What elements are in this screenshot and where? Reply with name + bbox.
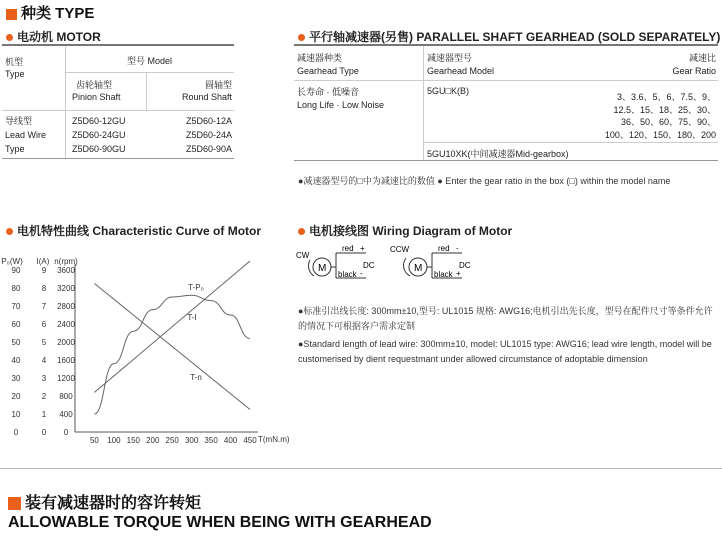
- curve-label-current: T-I: [187, 313, 197, 322]
- y-tick-current: 2: [41, 392, 47, 401]
- y-tick-speed: 3200: [57, 284, 75, 293]
- y-tick-speed: 2400: [57, 320, 75, 329]
- y-tick-power: 90: [11, 266, 21, 275]
- y-tick-current: 4: [41, 356, 47, 365]
- motor-table: [2, 44, 234, 159]
- series-line-current: [94, 261, 250, 392]
- table-cell: Z5D60-24A: [185, 130, 232, 140]
- x-tick-label: 150: [126, 436, 141, 445]
- gearhead-col-ratio: 减速比 Gear Ratio: [672, 53, 716, 76]
- y-tick-current: 9: [41, 266, 47, 275]
- x-tick-label: 100: [107, 436, 121, 445]
- y-tick-power: 20: [11, 392, 21, 401]
- x-axis-unit: T(mN.m): [258, 435, 290, 444]
- svg-text:black: black: [434, 270, 453, 279]
- gearhead-col-model: 减速器型号 Gearhead Model: [427, 53, 495, 76]
- svg-text:M: M: [318, 263, 327, 274]
- y-tick-speed: 2800: [57, 302, 75, 311]
- torque-title-en: ALLOWABLE TORQUE WHEN BEING WITH GEARHEAD: [8, 514, 432, 531]
- y-tick-current: 8: [41, 284, 47, 293]
- y-tick-speed: 2000: [57, 338, 75, 347]
- type-section-title: 种类 TYPE: [6, 2, 94, 23]
- y-header-current: I(A): [36, 257, 50, 266]
- curve-label-power: T-P₀: [188, 283, 204, 292]
- y-tick-speed: 1200: [57, 374, 75, 383]
- y-tick-power: 40: [11, 356, 21, 365]
- orange-square-icon: [8, 497, 21, 510]
- motor-row-label: 导线型 Lead Wire Type: [5, 116, 47, 154]
- torque-title-cn: 装有减速器时的容许转矩: [8, 490, 201, 513]
- y-tick-speed: 1600: [57, 356, 75, 365]
- y-header-speed: n(rpm): [54, 257, 78, 266]
- y-tick-power: 10: [11, 410, 21, 419]
- gearhead-note: ●减速器型号的□中为减速比的数值 ● Enter the gear ratio in the box (□) within the model name: [298, 176, 671, 186]
- table-cell: Z5D60-12A: [185, 116, 232, 126]
- gearhead-model: 5GU□K(B): [427, 86, 469, 96]
- y-tick-power: 80: [11, 284, 21, 293]
- series-line-power: [94, 295, 250, 414]
- motor-col-model: 型号 Model: [126, 56, 172, 66]
- gearhead-ratios: 3、3.6、5、6、7.5、9、 12.5、15、18、25、30、 36、50、60、75、90、 100、120、150、180、200: [604, 92, 716, 140]
- y-tick-current: 1: [41, 410, 47, 419]
- wiring-note-en: ●Standard length of lead wire: 300mm±10, model: UL1015 type: AWG16; lead wire length, model will be customerised by dient requestmant under allowed circumstance of adoptable dimension: [298, 339, 712, 364]
- svg-text:CCW: CCW: [390, 245, 410, 254]
- wiring-ccw-diagram: [388, 240, 488, 286]
- y-tick-power: 50: [11, 338, 21, 347]
- svg-text:+: +: [360, 244, 365, 253]
- x-tick-label: 450: [243, 436, 257, 445]
- y-tick-speed: 3600: [57, 266, 75, 275]
- svg-text:CW: CW: [296, 251, 310, 260]
- orange-dot-icon: [6, 228, 13, 235]
- wiring-title: 电机接线图 Wiring Diagram of Motor: [298, 222, 512, 239]
- gearhead-row-type: 长寿命 · 低噪音 Long Life · Low Noise: [297, 87, 385, 110]
- series-line-speed: [94, 284, 250, 410]
- svg-text:M: M: [414, 263, 423, 274]
- y-tick-current: 7: [41, 302, 47, 311]
- gearhead-col-type: 减速器种类 Gearhead Type: [297, 53, 359, 76]
- gearhead-table: [294, 44, 718, 161]
- curve-title: 电机特性曲线 Characteristic Curve of Motor: [6, 222, 261, 239]
- motor-col-round: 圆轴型 Round Shaft: [181, 80, 232, 102]
- y-tick-speed: 400: [59, 410, 73, 419]
- svg-text:-: -: [456, 244, 459, 253]
- y-tick-current: 6: [41, 320, 47, 329]
- x-tick-label: 250: [165, 436, 179, 445]
- y-tick-current: 5: [41, 338, 47, 347]
- section-divider: [0, 468, 722, 469]
- svg-text:DC: DC: [459, 261, 471, 270]
- y-tick-speed: 0: [63, 428, 69, 437]
- table-cell: Z5D60-90A: [185, 144, 232, 154]
- svg-text:red: red: [438, 244, 450, 253]
- y-tick-power: 60: [11, 320, 21, 329]
- curve-label-speed: T-n: [190, 373, 202, 382]
- x-tick-label: 400: [223, 436, 238, 445]
- gearhead-title: 平行轴减速器(另售) PARALLEL SHAFT GEARHEAD (SOLD SEPARATELY): [298, 28, 720, 45]
- y-header-power: P₀(W): [1, 257, 23, 266]
- motor-title: 电动机 MOTOR: [6, 28, 101, 45]
- y-tick-power: 30: [11, 374, 21, 383]
- table-cell: Z5D60-90GU: [72, 144, 126, 154]
- gearhead-mid-model: 5GU10XK(中间减速器Mid-gearbox): [427, 149, 569, 159]
- motor-col-pinion: 齿轮轴型 Pinion Shaft: [72, 80, 121, 102]
- characteristic-curve-chart: [0, 248, 290, 448]
- motor-pinion-models: [72, 114, 126, 156]
- y-tick-current: 0: [41, 428, 47, 437]
- motor-col-type: 机型 Type: [5, 57, 25, 79]
- x-tick-label: 300: [184, 436, 199, 445]
- svg-text:black: black: [338, 270, 357, 279]
- orange-dot-icon: [6, 34, 13, 41]
- y-tick-power: 70: [11, 302, 21, 311]
- table-cell: Z5D60-12GU: [72, 116, 126, 126]
- y-tick-current: 3: [41, 374, 47, 383]
- orange-dot-icon: [298, 228, 305, 235]
- orange-dot-icon: [298, 34, 305, 41]
- x-tick-label: 350: [204, 436, 218, 445]
- y-tick-power: 0: [13, 428, 19, 437]
- motor-round-models: [186, 114, 232, 156]
- wiring-note-cn: ●标准引出线长度: 300mm±10,型号: UL1015 规格: AWG16;电机引出先长度，型号在配件尺寸等条件允许的情况下可根据客户需求定制: [298, 306, 713, 331]
- orange-square-icon: [6, 9, 17, 20]
- x-tick-label: 50: [89, 436, 99, 445]
- svg-text:+: +: [456, 269, 461, 278]
- svg-text:red: red: [342, 244, 354, 253]
- svg-text:-: -: [360, 269, 363, 278]
- x-tick-label: 200: [146, 436, 160, 445]
- wiring-cw-diagram: [294, 240, 394, 286]
- table-cell: Z5D60-24GU: [72, 130, 126, 140]
- svg-text:DC: DC: [363, 261, 375, 270]
- y-tick-speed: 800: [59, 392, 73, 401]
